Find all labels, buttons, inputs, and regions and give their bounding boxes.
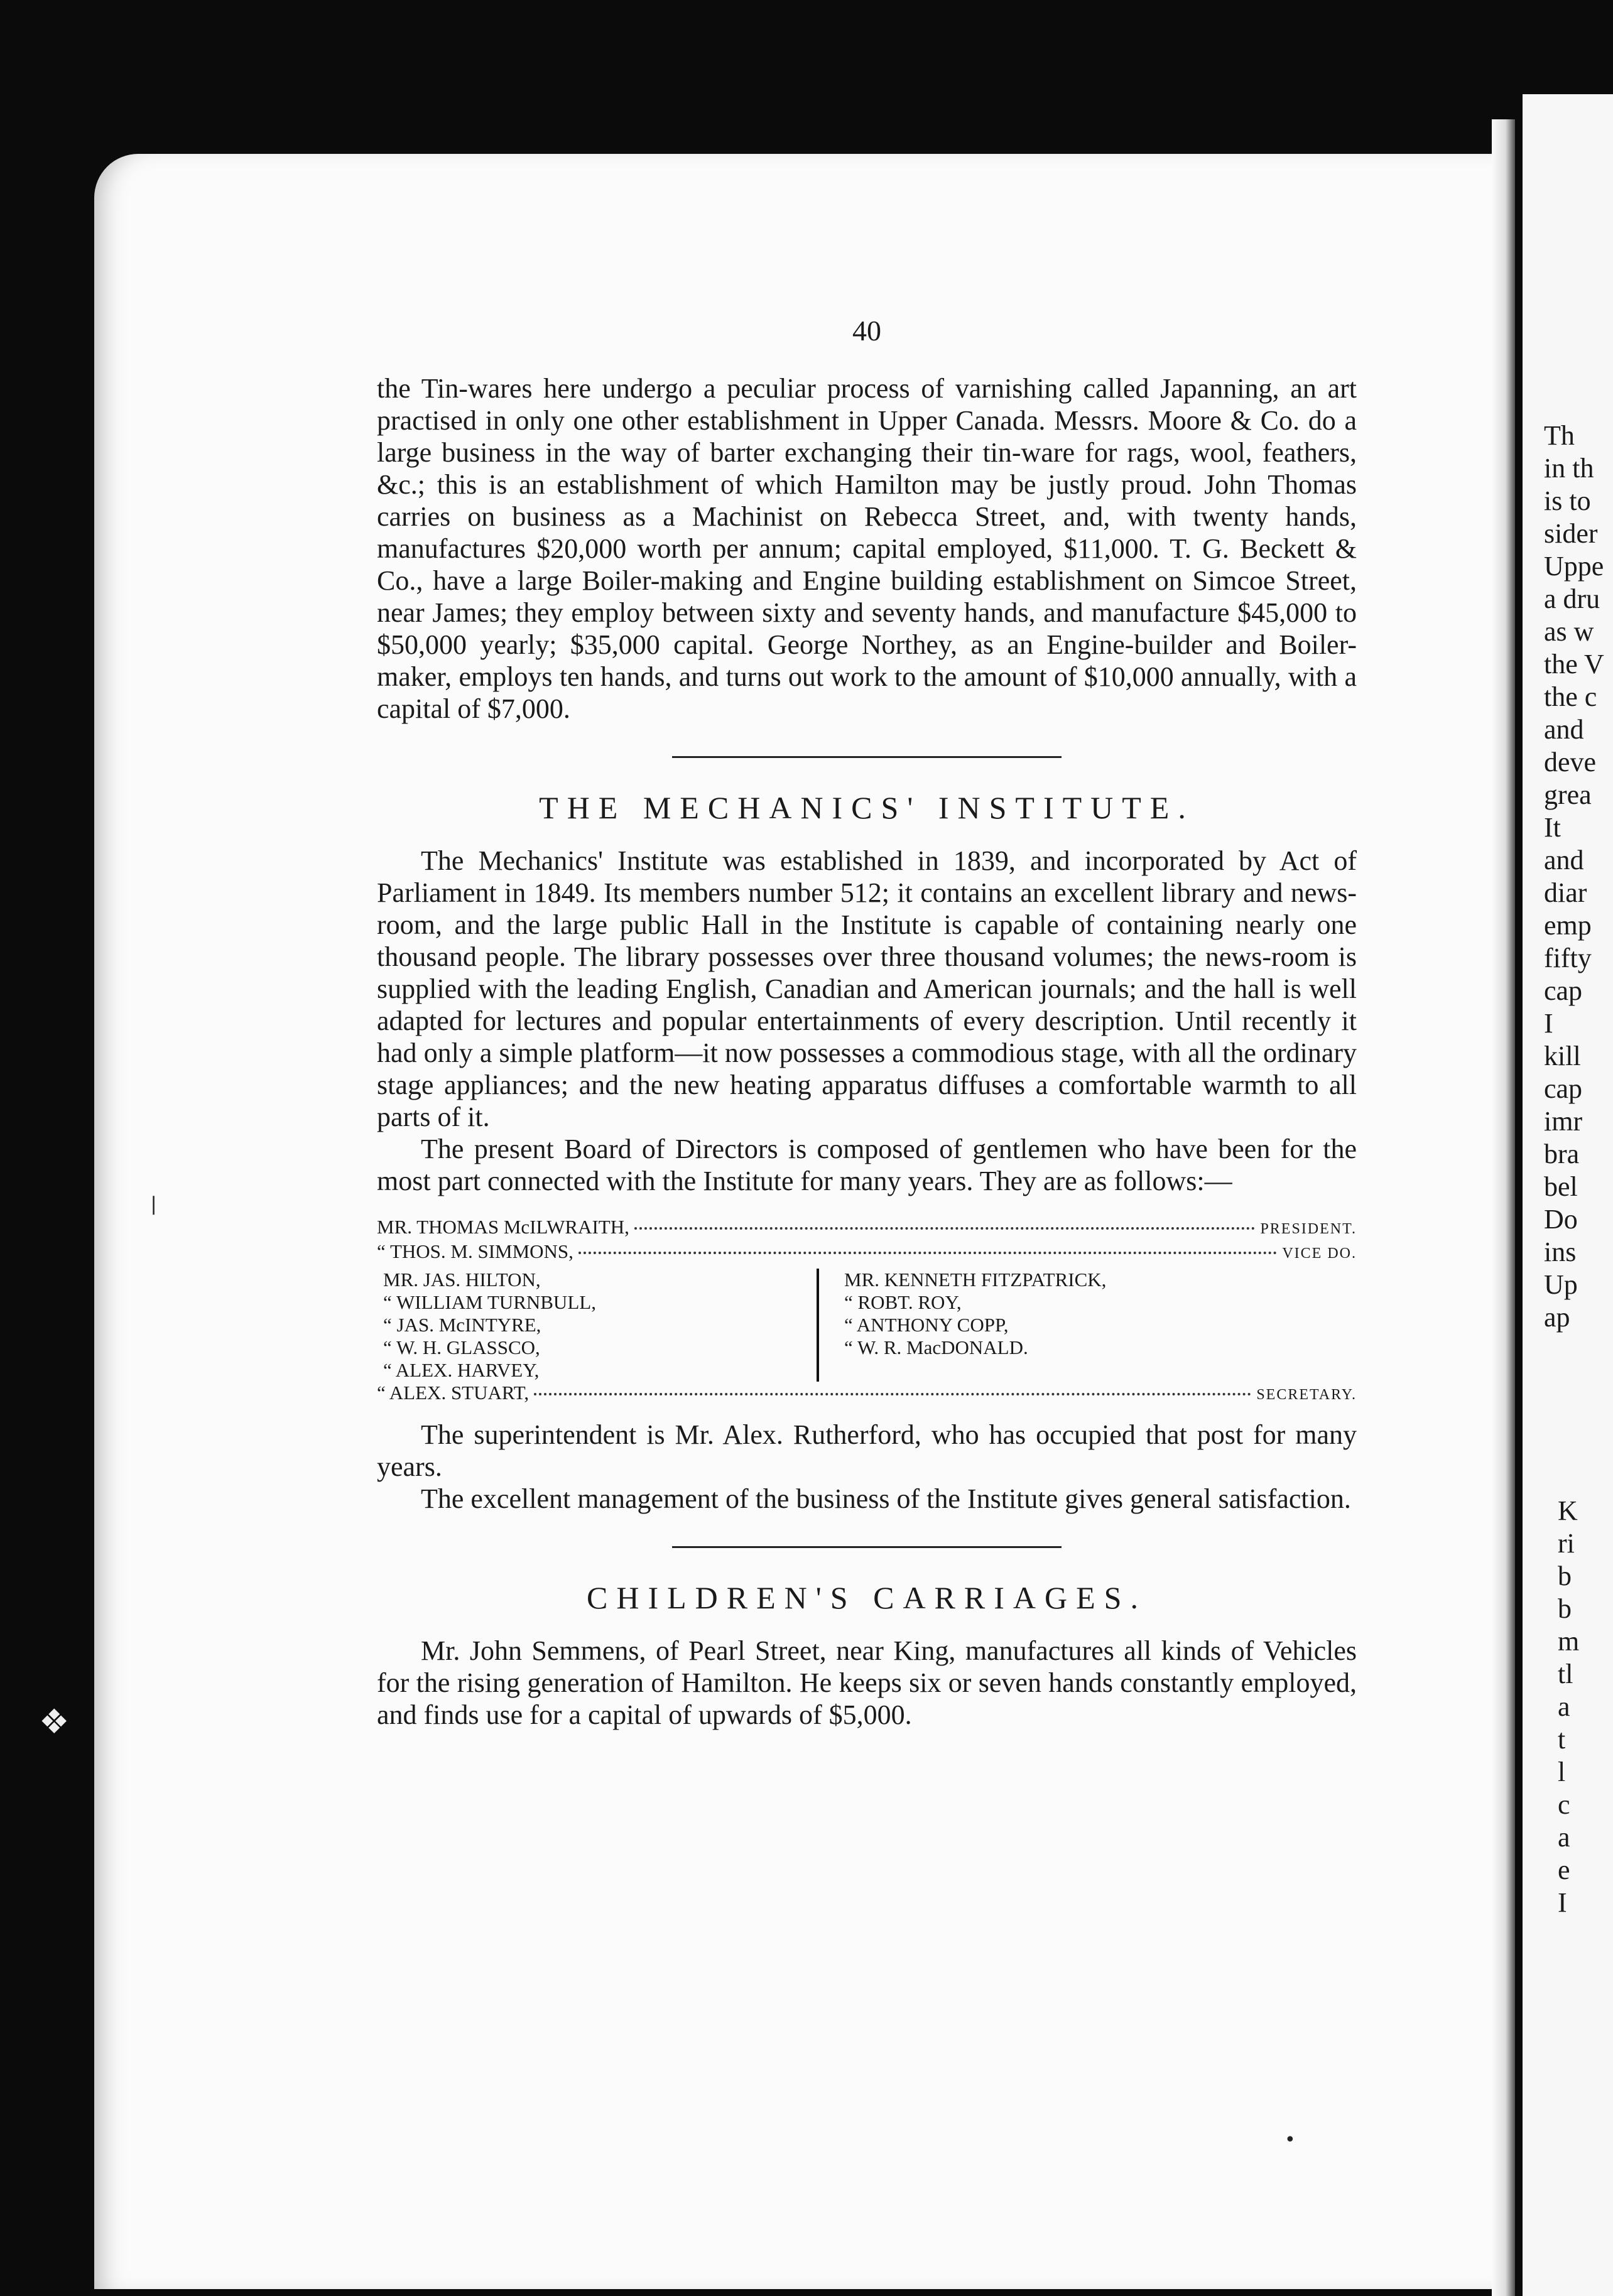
right-fragment: sider bbox=[1544, 518, 1598, 549]
directors-left-column bbox=[377, 1269, 819, 1382]
right-fragment: bel bbox=[1544, 1171, 1578, 1202]
carriages-heading: CHILDREN'S CARRIAGES. bbox=[587, 1580, 1147, 1615]
right-fragment: grea bbox=[1544, 779, 1592, 810]
mechanics-paragraph-2: The present Board of Directors is composed of gentlemen who have been for the most part connected with the Institute for many years. They are as follows:— bbox=[377, 1134, 1357, 1196]
right-fragment: ap bbox=[1544, 1302, 1570, 1333]
right-fragment: kill bbox=[1544, 1041, 1581, 1071]
vice-president-title: VICE DO. bbox=[1282, 1245, 1357, 1262]
vice-president-row bbox=[377, 1240, 1357, 1265]
page-number: 40 bbox=[852, 315, 881, 347]
section-divider bbox=[672, 1546, 1062, 1548]
vice-president-name: “ THOS. M. SIMMONS, bbox=[377, 1240, 573, 1262]
right-fragment: and bbox=[1544, 845, 1584, 875]
director-name: MR. KENNETH FITZPATRICK, bbox=[844, 1269, 1107, 1291]
right-fragment: ri bbox=[1558, 1528, 1575, 1559]
right-fragment: fifty bbox=[1544, 943, 1592, 973]
section-divider bbox=[672, 756, 1062, 758]
right-fragment: Up bbox=[1544, 1269, 1578, 1300]
leader-dots bbox=[534, 1393, 1251, 1395]
right-fragment: the V bbox=[1544, 649, 1604, 680]
right-fragment: and bbox=[1544, 714, 1584, 745]
board-of-directors bbox=[377, 1216, 1357, 1406]
right-fragment: b bbox=[1558, 1561, 1572, 1591]
right-fragment: e bbox=[1558, 1855, 1570, 1885]
right-fragment: m bbox=[1558, 1626, 1580, 1657]
right-fragment: b bbox=[1558, 1593, 1572, 1624]
leader-dots bbox=[634, 1227, 1256, 1230]
right-fragment: cap bbox=[1544, 975, 1583, 1006]
mechanics-paragraph-1: The Mechanics' Institute was established in 1839, and incorporated by Act of Parliament in 1849. Its members number 512; it contains an excellent library and news-room, and the large public Hall in the Institute is capable of containing nearly one thousand people. The library possesses over three thousand volumes; the news-room is supplied with the leading English, Canadian and American journals; and the hall is well adapted for lectures and popular entertainments of every description. Until recently it had only a simple platform—it now possesses a commodious stage, with all the ordinary stage appliances; and the new heating apparatus diffuses a comfortable warmth to all parts of it. bbox=[377, 845, 1357, 1132]
secretary-row bbox=[377, 1382, 1357, 1406]
right-fragment: c bbox=[1558, 1789, 1570, 1820]
director-name: “ ANTHONY COPP, bbox=[844, 1314, 1009, 1336]
director-name: “ ROBT. ROY, bbox=[844, 1291, 962, 1313]
right-fragment: a bbox=[1558, 1691, 1570, 1722]
right-fragment: the c bbox=[1544, 681, 1597, 712]
secretary-title: SECRETARY. bbox=[1256, 1387, 1357, 1403]
right-fragment: Uppe bbox=[1544, 551, 1604, 582]
right-fragment: bra bbox=[1544, 1139, 1580, 1169]
right-fragment: a bbox=[1558, 1822, 1570, 1853]
mechanics-heading: THE MECHANICS' INSTITUTE. bbox=[539, 790, 1195, 825]
right-fragment: as w bbox=[1544, 616, 1594, 647]
right-fragment: I bbox=[1558, 1887, 1567, 1918]
right-fragment: tl bbox=[1558, 1659, 1573, 1689]
intro-paragraph: the Tin-wares here undergo a peculiar process of varnishing called Japanning, an art practised in only one other establishment in Upper Canada. Messrs. Moore & Co. do a large business in the way of barter exchanging their tin-ware for rags, wool, feathers, &c.; this is an establishment of which Hamilton may be justly proud. John Thomas carries on business as a Machinist on Rebecca Street, and, with twenty hands, manufactures $20,000 worth per annum; capital employed, $11,000. T. G. Beckett & Co., have a large Boiler-making and Engine building establishment on Simcoe Street, near James; they employ between sixty and seventy hands, and manufacture $45,000 to $50,000 yearly; $35,000 capital. George Northey, as an Engine-builder and Boiler-maker, employs ten hands, and turns out work to the amount of $10,000 annually, with a capital of $7,000. bbox=[377, 373, 1357, 724]
directors-columns bbox=[377, 1269, 1357, 1382]
director-name: “ W. H. GLASSCO, bbox=[383, 1336, 540, 1358]
right-fragment: l bbox=[1558, 1757, 1566, 1787]
right-fragment: cap bbox=[1544, 1073, 1583, 1104]
director-name: “ WILLIAM TURNBULL, bbox=[383, 1291, 596, 1313]
leader-dots bbox=[578, 1252, 1277, 1254]
president-row bbox=[377, 1216, 1357, 1240]
director-name: “ ALEX. HARVEY, bbox=[383, 1359, 540, 1381]
carriages-paragraph: Mr. John Semmens, of Pearl Street, near King, manufactures all kinds of Vehicles for the rising generation of Hamilton. He keeps six or seven hands constantly employed, and finds use for a capital of upwards of $5,000. bbox=[377, 1635, 1357, 1730]
right-fragment: a dru bbox=[1544, 583, 1600, 614]
president-name: MR. THOMAS McILWRAITH, bbox=[377, 1216, 629, 1238]
directors-right-column bbox=[819, 1269, 1106, 1382]
scan-mark: ❘ bbox=[146, 1193, 162, 1215]
page-content bbox=[377, 314, 1357, 1731]
right-fragment: is to bbox=[1544, 485, 1591, 516]
right-fragment: I bbox=[1544, 1008, 1553, 1039]
director-name: “ W. R. MacDONALD. bbox=[844, 1336, 1028, 1358]
mechanics-paragraph-3: The superintendent is Mr. Alex. Rutherford, who has occupied that post for many years. bbox=[377, 1419, 1357, 1482]
right-fragment: t bbox=[1558, 1724, 1566, 1755]
right-fragment: diar bbox=[1544, 877, 1587, 908]
right-fragment: ins bbox=[1544, 1237, 1577, 1267]
right-fragment: emp bbox=[1544, 910, 1592, 941]
right-fragment: Th bbox=[1544, 420, 1575, 451]
director-name: “ JAS. McINTYRE, bbox=[383, 1314, 541, 1336]
secretary-name: “ ALEX. STUART, bbox=[377, 1382, 530, 1404]
mechanics-paragraph-4: The excellent management of the business of the Institute gives general satisfaction. bbox=[421, 1483, 1351, 1514]
right-fragment: It bbox=[1544, 812, 1561, 843]
right-fragment: deve bbox=[1544, 747, 1597, 777]
director-name: MR. JAS. HILTON, bbox=[383, 1269, 541, 1291]
scan-dot: • bbox=[1284, 2129, 1296, 2151]
scan-speck: ❖ bbox=[39, 1702, 70, 1741]
right-fragment: imr bbox=[1544, 1106, 1583, 1137]
president-title: PRESIDENT. bbox=[1260, 1221, 1357, 1237]
right-fragment: in th bbox=[1544, 453, 1594, 484]
right-fragment: Do bbox=[1544, 1204, 1578, 1235]
right-fragment: K bbox=[1558, 1495, 1578, 1526]
